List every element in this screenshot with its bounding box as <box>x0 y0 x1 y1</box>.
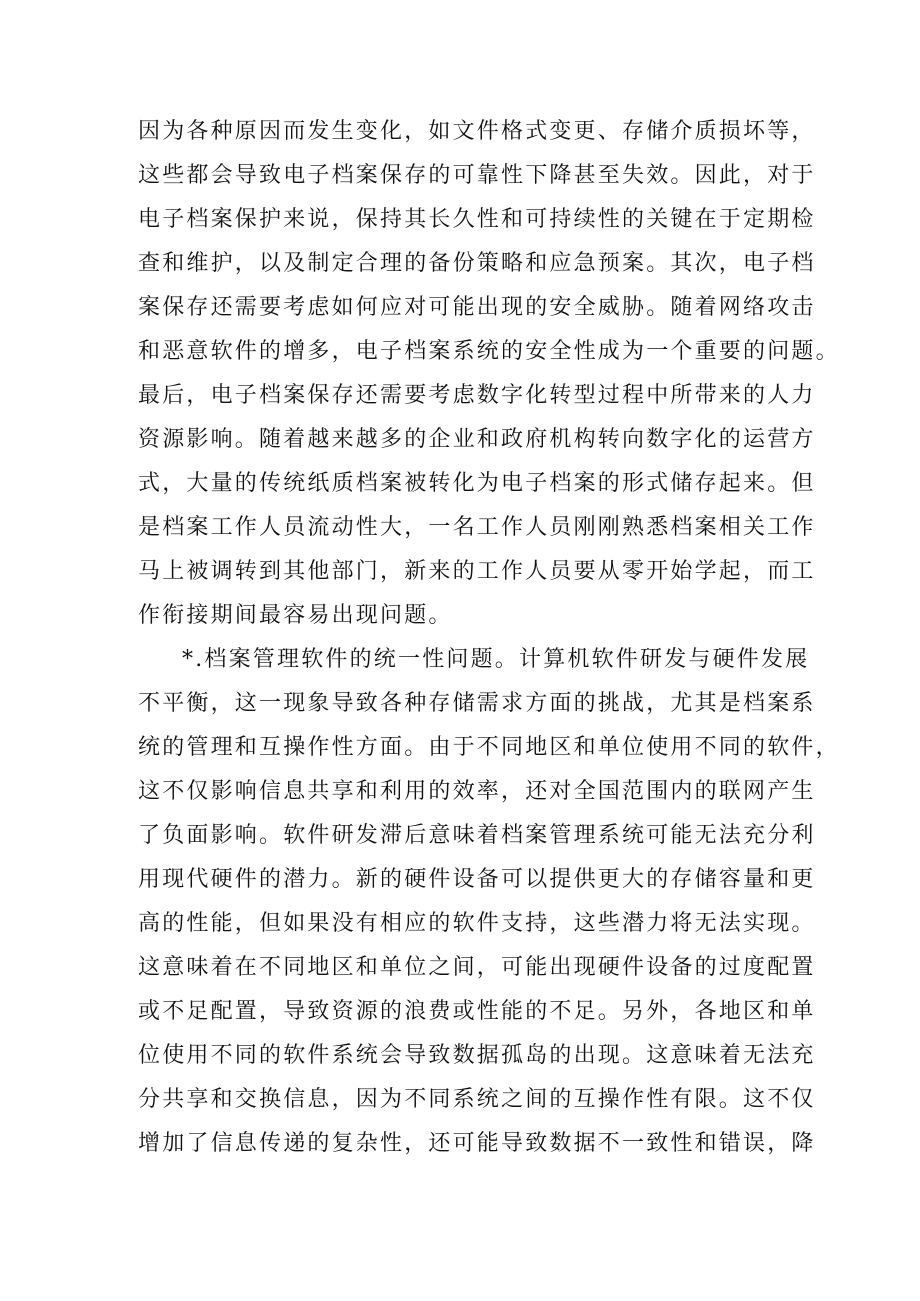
text-line: 或不足配置，导致资源的浪费或性能的不足。另外，各地区和单 <box>138 999 816 1024</box>
body-text <box>138 110 840 1166</box>
text-line: 是档案工作人员流动性大，一名工作人员刚刚熟悉档案相关工作 <box>138 515 816 540</box>
text-line: 和恶意软件的增多，电子档案系统的安全性成为一个重要的问题。 <box>138 339 840 364</box>
text-line: 不平衡，这一现象导致各种存储需求方面的挑战，尤其是档案系 <box>138 691 816 716</box>
text-line: 这意味着在不同地区和单位之间，可能出现硬件设备的过度配置 <box>138 955 816 980</box>
text-line: 用现代硬件的潜力。新的硬件设备可以提供更大的存储容量和更 <box>138 867 816 892</box>
text-line: 电子档案保护来说，保持其长久性和可持续性的关键在于定期检 <box>138 207 816 232</box>
text-line: 了负面影响。软件研发滞后意味着档案管理系统可能无法充分利 <box>138 823 816 848</box>
text-line: 这不仅影响信息共享和利用的效率，还对全国范围内的联网产生 <box>138 779 816 804</box>
text-line: 案保存还需要考虑如何应对可能出现的安全威胁。随着网络攻击 <box>138 295 816 320</box>
text-line: 因为各种原因而发生变化，如文件格式变更、存储介质损坏等， <box>138 119 816 144</box>
text-line: 查和维护，以及制定合理的备份策略和应急预案。其次，电子档 <box>138 251 816 276</box>
text-line: 位使用不同的软件系统会导致数据孤岛的出现。这意味着无法充 <box>138 1043 816 1068</box>
text-line: 作衔接期间最容易出现问题。 <box>138 603 453 628</box>
paragraph-first-line: *.档案管理软件的统一性问题。计算机软件研发与硬件发展 <box>182 647 810 672</box>
text-line: 这些都会导致电子档案保存的可靠性下降甚至失效。因此，对于 <box>138 163 816 188</box>
text-line: 马上被调转到其他部门，新来的工作人员要从零开始学起，而工 <box>138 559 816 584</box>
text-line: 分共享和交换信息，因为不同系统之间的互操作性有限。这不仅 <box>138 1087 816 1112</box>
text-line: 高的性能，但如果没有相应的软件支持，这些潜力将无法实现。 <box>138 911 816 936</box>
text-line: 增加了信息传递的复杂性，还可能导致数据不一致性和错误，降 <box>138 1131 816 1156</box>
text-line: 统的管理和互操作性方面。由于不同地区和单位使用不同的软件， <box>138 735 840 760</box>
text-line: 式，大量的传统纸质档案被转化为电子档案的形式储存起来。但 <box>138 471 816 496</box>
text-line: 最后，电子档案保存还需要考虑数字化转型过程中所带来的人力 <box>138 383 816 408</box>
text-line: 资源影响。随着越来越多的企业和政府机构转向数字化的运营方 <box>138 427 816 452</box>
